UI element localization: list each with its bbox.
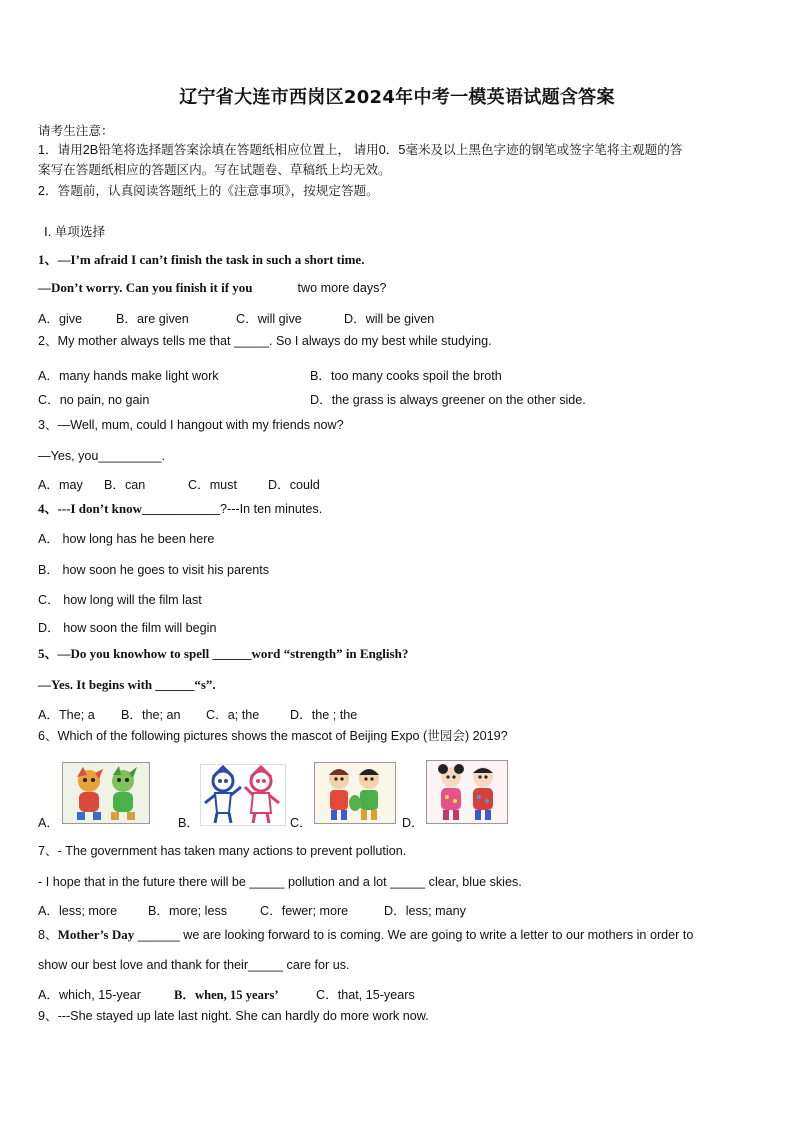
- q8-prompt: [38, 927, 693, 943]
- q8-option-b[interactable]: B．when, 15 years’: [174, 988, 279, 1002]
- q6-prompt: 6、Which of the following pictures shows the mascot of Beijing Expo (世园会) 2019?: [38, 729, 508, 743]
- q1-option-b[interactable]: B．are given: [116, 312, 189, 326]
- q5-option-a[interactable]: A．The; a: [38, 708, 95, 722]
- notice-heading: 请考生注意：: [38, 124, 114, 138]
- q3-option-b[interactable]: B．can: [104, 478, 146, 492]
- section-heading: Ⅰ. 单项选择: [44, 225, 106, 239]
- q7-option-d[interactable]: D．less; many: [384, 904, 466, 918]
- q5-option-d[interactable]: D．the ; the: [290, 708, 358, 722]
- q6-picture-b[interactable]: [200, 764, 286, 826]
- q8-option-c[interactable]: C．that, 15-years: [316, 988, 415, 1002]
- q3-option-c[interactable]: C．must: [188, 478, 237, 492]
- q4-option-c[interactable]: C． how long will the film last: [38, 593, 202, 607]
- q1-response-b: two more days?: [297, 281, 387, 295]
- q7-option-a[interactable]: A．less; more: [38, 904, 118, 918]
- q4-prompt: [38, 501, 322, 517]
- q2-prompt: 2、My mother always tells me that _____. So I always do my best while studying.: [38, 334, 492, 348]
- q8-number: 8、: [38, 928, 58, 942]
- q1-response: [38, 280, 386, 296]
- q6-option-c[interactable]: C．: [290, 816, 312, 830]
- q2-option-d[interactable]: D．the grass is always greener on the other side.: [310, 393, 586, 407]
- q4-option-d[interactable]: D． how soon the film will begin: [38, 621, 217, 635]
- notice-item-1a: 1．请用2B铅笔将选择题答案涂填在答题纸相应位置上， 请用0．5毫米及以上黑色字迹的钢笔或签字笔将主观题的答: [38, 143, 683, 157]
- page-title: 辽宁省大连市西岗区2024年中考一模英语试题含答案: [179, 87, 615, 108]
- q1-option-a[interactable]: A．give: [38, 312, 83, 326]
- q1-prompt: 1、—I’m afraid I can’t finish the task in such a short time.: [38, 252, 365, 267]
- q1-option-c[interactable]: C．will give: [236, 312, 302, 326]
- q8-option-a[interactable]: A．which, 15-year: [38, 988, 141, 1002]
- q6-picture-c[interactable]: [314, 762, 396, 824]
- q2-option-c[interactable]: C．no pain, no gain: [38, 393, 150, 407]
- notice-item-1b: 案写在答题纸相应的答题区内。写在试题卷、草稿纸上均无效。: [38, 163, 391, 177]
- q9-prompt: 9、---She stayed up late last night. She can hardly do more work now.: [38, 1009, 429, 1023]
- q4-option-a[interactable]: A． how long has he been here: [38, 532, 215, 546]
- q6-option-d[interactable]: D．: [402, 816, 424, 830]
- q4-prompt-c: ?---In ten minutes.: [220, 502, 323, 516]
- q6-option-a[interactable]: A．: [38, 816, 59, 830]
- q7-option-b[interactable]: B．more; less: [148, 904, 228, 918]
- q2-option-a[interactable]: A．many hands make light work: [38, 369, 219, 383]
- q3-option-a[interactable]: A．may: [38, 478, 83, 492]
- q3-response: —Yes, you_________.: [38, 449, 165, 463]
- q3-prompt: 3、—Well, mum, could I hangout with my friends now?: [38, 418, 344, 432]
- q5-response: —Yes. It begins with ______“s”.: [38, 677, 216, 692]
- q1-response-a: —Don’t worry. Can you finish it if you: [38, 280, 253, 295]
- q5-option-c[interactable]: C．a; the: [206, 708, 260, 722]
- q6-option-b[interactable]: B．: [178, 816, 199, 830]
- q6-picture-d[interactable]: [426, 760, 508, 824]
- q4-prompt-a: 4、---I don’t know: [38, 501, 143, 516]
- q1-option-d[interactable]: D．will be given: [344, 312, 435, 326]
- q2-option-b[interactable]: B．too many cooks spoil the broth: [310, 369, 502, 383]
- q5-prompt: 5、—Do you knowhow to spell ______word “strength” in English?: [38, 646, 409, 661]
- q8-prompt-b: Mother’s Day: [57, 927, 135, 942]
- q4-option-b[interactable]: B． how soon he goes to visit his parents: [38, 563, 270, 577]
- q6-picture-a[interactable]: [62, 762, 150, 824]
- q8-prompt-2: show our best love and thank for their_____ care for us.: [38, 958, 350, 972]
- q7-option-c[interactable]: C．fewer; more: [260, 904, 349, 918]
- q3-option-d[interactable]: D．could: [268, 478, 320, 492]
- q4-blank: ____________: [142, 501, 221, 516]
- notice-item-2: 2．答题前，认真阅读答题纸上的《注意事项》，按规定答题。: [38, 184, 379, 198]
- q8-prompt-c: ______ we are looking forward to is coming. We are going to write a letter to our mothers in order to: [134, 928, 694, 942]
- q7-response: - I hope that in the future there will be _____ pollution and a lot _____ clear, blue skies.: [38, 875, 522, 889]
- q7-prompt: 7、- The government has taken many actions to prevent pollution.: [38, 844, 407, 858]
- q5-option-b[interactable]: B．the; an: [121, 708, 181, 722]
